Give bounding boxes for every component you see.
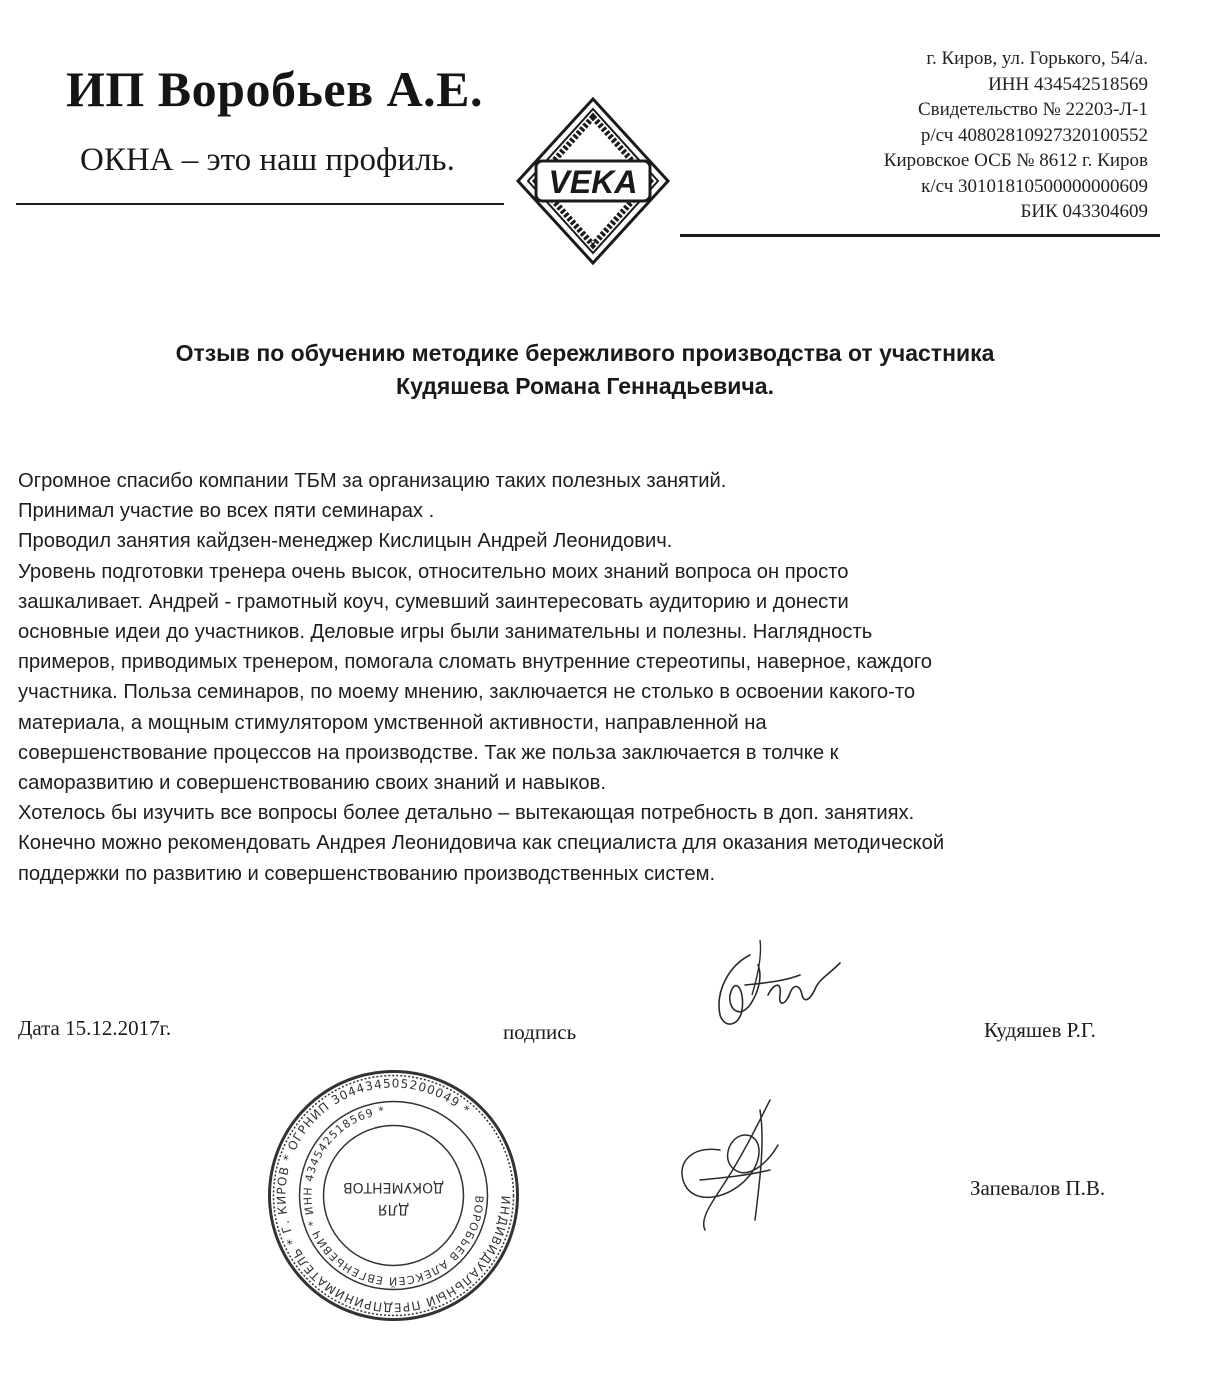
document-date: Дата 15.12.2017г. [18,1016,172,1040]
body-line: зашкаливает. Андрей - грамотный коуч, сумевший заинтересовать аудиторию и донести [18,590,849,613]
handwritten-signature-1 [690,935,860,1045]
company-seal-stamp [266,1068,521,1323]
company-requisites [788,46,1148,225]
requisite-bank: Кировское ОСБ № 8612 г. Киров [883,150,1148,171]
body-line: примеров, приводимых тренером, помогала сломать внутренние стереотипы, наверное, каждого [18,651,932,674]
document-title [0,337,1170,403]
requisite-inn: ИНН 434542518569 [988,73,1148,95]
title-line-1: Отзыв по обучению методике бережливого производства от участника [175,340,995,366]
handwritten-signature-2 [660,1090,790,1240]
body-line: Хотелось бы изучить все вопросы более детально – вытекающая потребность в доп. занятиях. [18,802,915,825]
requisite-address: г. Киров, ул. Горького, 54/а. [926,48,1148,69]
header-rule-right [680,234,1160,237]
requisite-certificate: Свидетельство № 22203-Л-1 [917,99,1148,120]
veka-logo [512,95,674,267]
body-line: Уровень подготовки тренера очень высок, относительно моих знаний вопроса он просто [18,560,849,583]
company-slogan: ОКНА – это наш профиль. [80,142,455,178]
veka-logo-text: VEKA [548,164,638,200]
stamp-outer-text: ИНДИВИДУАЛЬНЫЙ ПРЕДПРИНИМАТЕЛЬ * Г. КИРОВ * ОГРНИП 304434505200049 * [274,1076,513,1315]
body-line: саморазвитию и совершенствованию своих знаний и навыков. [18,772,606,795]
body-line: Принимал участие во всех пяти семинарах . [18,500,435,523]
body-line: Проводил занятия кайдзен-менеджер Кислицын Андрей Леонидович. [18,530,673,553]
body-line: совершенствование процессов на производстве. Так же польза заключается в толчке к [18,741,839,764]
stamp-center-line-1: ДЛЯ [377,1201,410,1217]
body-line: материала, а мощным стимулятором умственной активности, направленной на [18,711,767,734]
review-body [18,466,1178,889]
requisite-corr-account: к/сч 30101810500000000609 [921,175,1148,197]
stamp-center-line-2: ДОКУМЕНТОВ [342,1179,445,1195]
signer-name-1: Кудяшев Р.Г. [984,1018,1096,1042]
requisite-account: р/сч 40802810927320100552 [920,124,1148,146]
body-line: основные идеи до участников. Деловые игры были занимательны и полезны. Наглядность [18,621,873,644]
stamp-inner-text: ВОРОБЬЕВ АЛЕКСЕЙ ЕВГЕНЬЕВИЧ * ИНН 434542518569 * [301,1103,486,1288]
body-line: Конечно можно рекомендовать Андрея Леонидовича как специалиста для оказания методической [18,832,945,855]
signature-label: подпись [503,1020,577,1044]
body-line: Огромное спасибо компании ТБМ за организацию таких полезных занятий. [18,470,727,492]
body-line: участника. Польза семинаров, по моему мнению, заключается не столько в освоении какого-то [18,681,916,704]
title-line-2: Кудяшева Романа Геннадьевича. [396,373,774,399]
body-line: поддержки по развитию и совершенствованию производственных систем. [18,862,716,885]
header-rule-left [16,203,504,205]
signer-name-2: Запевалов П.В. [970,1176,1106,1200]
requisite-bik: БИК 043304609 [1020,201,1148,222]
company-name: ИП Воробьев А.Е. [66,61,484,117]
